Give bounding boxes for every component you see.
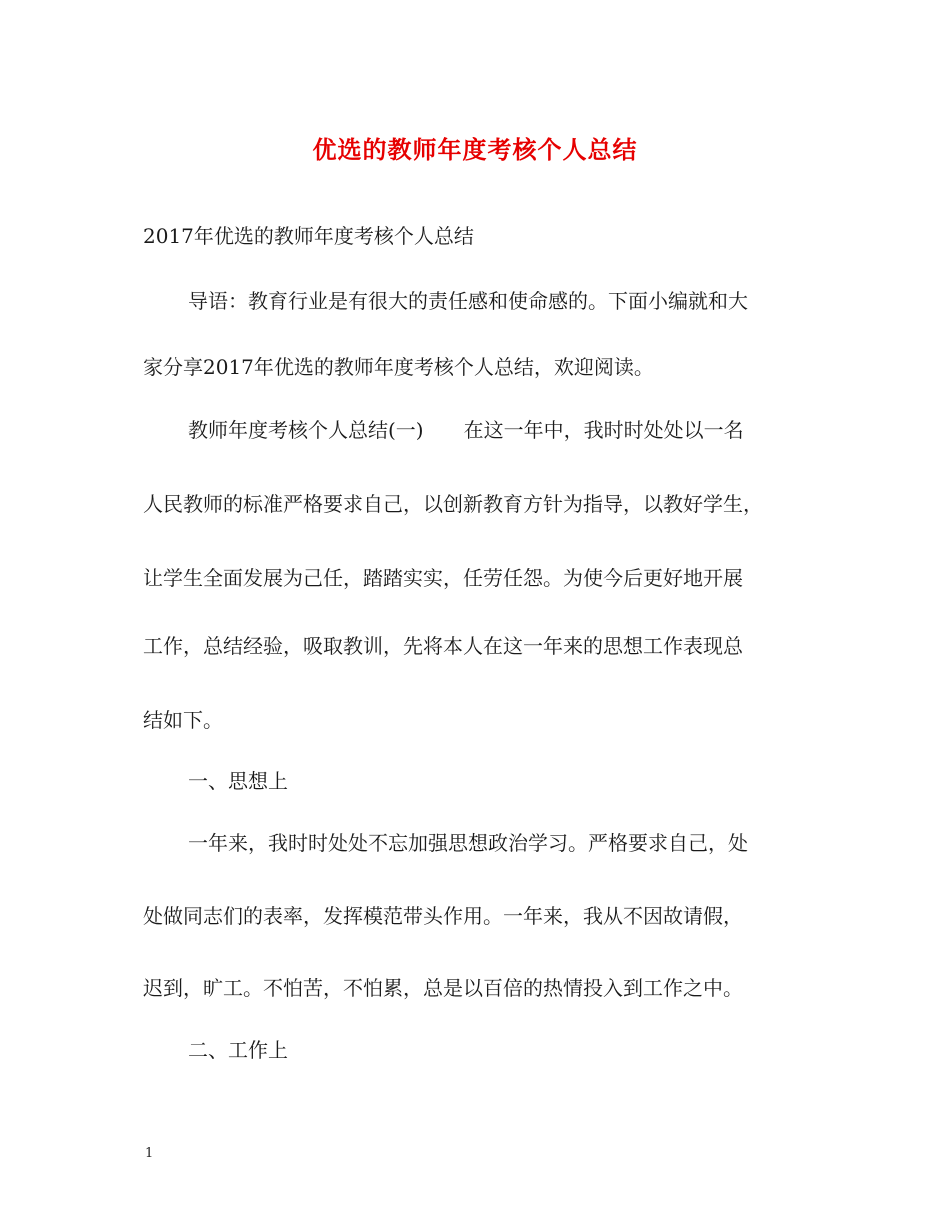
body-line: 人民教师的标准严格要求自己，以创新教育方针为指导，以教好学生， (143, 492, 763, 516)
intro-line-1: 导语：教育行业是有很大的责任感和使命感的。下面小编就和大 (188, 289, 748, 313)
section-one-heading-line: 教师年度考核个人总结(一) 在这一年中，我时时处处以一名 (188, 418, 744, 442)
body-line: 迟到，旷工。不怕苦，不怕累，总是以百倍的热情投入到工作之中。 (143, 976, 743, 1000)
body-line: 一年来，我时时处处不忘加强思想政治学习。严格要求自己，处 (188, 831, 748, 855)
intro-line-2: 家分享2017年优选的教师年度考核个人总结，欢迎阅读。 (143, 355, 654, 379)
subtitle-line: 2017年优选的教师年度考核个人总结 (143, 224, 474, 248)
section-heading-thought: 一、思想上 (188, 769, 288, 793)
body-line: 工作，总结经验，吸取教训，先将本人在这一年来的思想工作表现总 (143, 634, 743, 658)
page-number: 1 (145, 1146, 154, 1161)
section-heading-work: 二、工作上 (188, 1038, 288, 1062)
body-line: 处做同志们的表率，发挥模范带头作用。一年来，我从不因故请假， (143, 904, 743, 928)
body-line: 结如下。 (143, 708, 223, 732)
document-title: 优选的教师年度考核个人总结 (312, 135, 638, 164)
body-line: 让学生全面发展为己任，踏踏实实，任劳任怨。为使今后更好地开展 (143, 566, 743, 590)
